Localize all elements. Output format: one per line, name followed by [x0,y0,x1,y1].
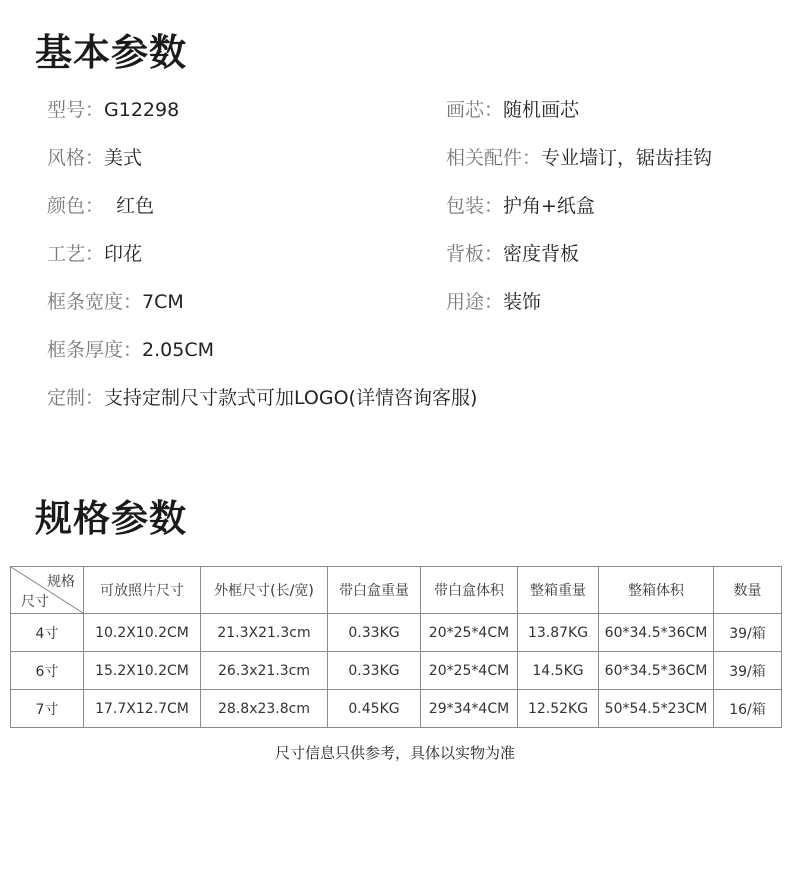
table-cell: 12.52KG [518,690,599,728]
spec-params-title: 规格参数 [35,497,187,540]
table-cell: 26.3x21.3cm [201,652,328,690]
table-cell: 29*34*4CM [421,690,518,728]
param-value: 印花 [104,243,143,265]
param-key: 工艺： [47,243,105,265]
param-key: 用途： [446,291,504,313]
table-cell: 4寸 [11,614,84,652]
basic-params-title: 基本参数 [35,31,187,74]
table-cell: 7寸 [11,690,84,728]
table-cell: 15.2X10.2CM [84,652,201,690]
param-key: 相关配件： [446,147,542,169]
param-value: 护角+纸盒 [503,195,595,217]
table-cell: 39/箱 [714,652,782,690]
table-cell: 21.3X21.3cm [201,614,328,652]
param-key: 画芯： [446,99,504,121]
table-cell: 17.7X12.7CM [84,690,201,728]
param-key: 包装： [446,195,504,217]
param-key: 风格： [47,147,105,169]
corner-header-cell [11,567,84,614]
column-header: 整箱体积 [599,567,714,614]
table-cell: 28.8x23.8cm [201,690,328,728]
param-style [47,144,142,172]
param-value: 7CM [142,291,184,313]
param-value: 密度背板 [503,243,580,265]
column-header: 整箱重量 [518,567,599,614]
table-row [11,614,782,652]
table-cell: 20*25*4CM [421,614,518,652]
param-key: 颜色： [47,195,105,217]
param-model [47,96,179,124]
param-backboard [446,240,579,268]
param-packaging [446,192,595,220]
table-row [11,690,782,728]
table-cell: 0.33KG [328,652,421,690]
param-frame-thickness [47,336,214,364]
param-key: 定制： [47,387,105,409]
column-header: 带白盒重量 [328,567,421,614]
param-usage [446,288,541,316]
table-cell: 60*34.5*36CM [599,652,714,690]
table-cell: 6寸 [11,652,84,690]
param-key: 框条厚度： [47,339,143,361]
table-row [11,652,782,690]
param-frame-width [47,288,184,316]
table-cell: 60*34.5*36CM [599,614,714,652]
param-key: 框条宽度： [47,291,143,313]
spec-table [10,566,782,728]
table-cell: 0.45KG [328,690,421,728]
param-value: 支持定制尺寸款式可加LOGO(详情咨询客服) [104,387,478,409]
table-cell: 13.87KG [518,614,599,652]
param-key: 型号： [47,99,105,121]
table-cell: 50*54.5*23CM [599,690,714,728]
param-value: G12298 [104,99,180,121]
param-craft [47,240,142,268]
param-value: 随机画芯 [503,99,580,121]
table-cell: 10.2X10.2CM [84,614,201,652]
param-value: 美式 [104,147,143,169]
corner-label-size: 尺寸 [21,594,49,610]
table-cell: 14.5KG [518,652,599,690]
param-accessories [446,144,712,172]
column-header: 带白盒体积 [421,567,518,614]
table-header-row [11,567,782,614]
corner-label-spec: 规格 [47,574,75,590]
param-value: 装饰 [503,291,542,313]
table-cell: 0.33KG [328,614,421,652]
param-value: 红色 [104,195,155,217]
column-header: 可放照片尺寸 [84,567,201,614]
column-header: 数量 [714,567,782,614]
param-custom [47,384,477,412]
table-cell: 20*25*4CM [421,652,518,690]
disclaimer-note: 尺寸信息只供参考，具体以实物为准 [274,744,515,762]
param-value: 2.05CM [142,339,214,361]
param-core [446,96,579,124]
table-cell: 16/箱 [714,690,782,728]
table-cell: 39/箱 [714,614,782,652]
param-key: 背板： [446,243,504,265]
column-header: 外框尺寸(长/宽) [201,567,328,614]
param-value: 专业墙订，锯齿挂钩 [541,147,713,169]
param-color [47,192,154,220]
